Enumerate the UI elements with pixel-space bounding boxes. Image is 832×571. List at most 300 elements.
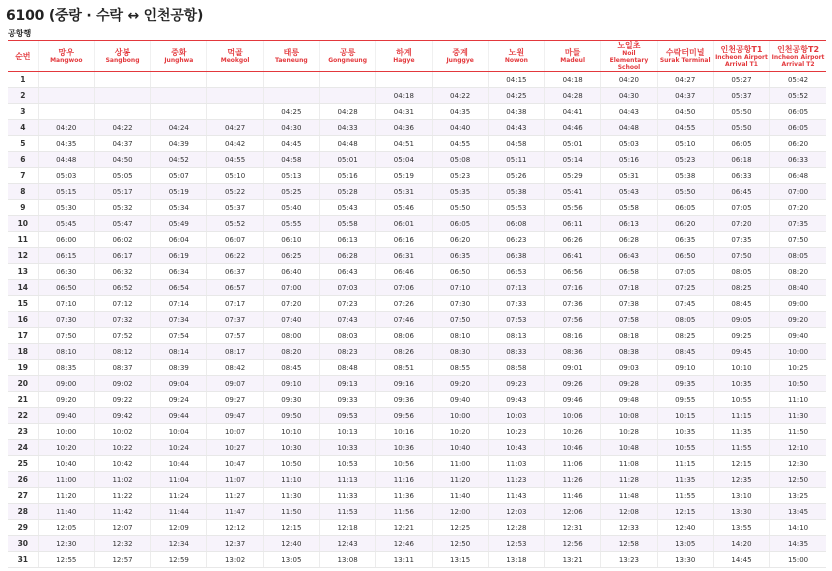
time-cell: 07:20 bbox=[263, 296, 319, 312]
time-cell: 11:10 bbox=[263, 472, 319, 488]
time-cell: 07:53 bbox=[488, 312, 544, 328]
time-cell: 10:02 bbox=[94, 424, 150, 440]
row-index-cell: 28 bbox=[8, 504, 38, 520]
time-cell: 12:12 bbox=[207, 520, 263, 536]
time-cell: 06:52 bbox=[94, 280, 150, 296]
stop-name-korean: 인천공항T2 bbox=[777, 44, 820, 54]
stop-name-korean: 태릉 bbox=[283, 48, 300, 57]
column-header-stop bbox=[207, 41, 263, 72]
time-cell: 06:20 bbox=[432, 232, 488, 248]
time-cell: 10:47 bbox=[207, 456, 263, 472]
time-cell: 05:37 bbox=[713, 88, 769, 104]
time-cell: 11:15 bbox=[657, 456, 713, 472]
column-header-stop bbox=[151, 41, 207, 72]
table-row bbox=[8, 152, 826, 168]
row-index-cell: 22 bbox=[8, 408, 38, 424]
time-cell: 06:01 bbox=[376, 216, 432, 232]
time-cell: 11:50 bbox=[263, 504, 319, 520]
time-cell: 12:50 bbox=[770, 472, 826, 488]
time-cell: 05:19 bbox=[376, 168, 432, 184]
time-cell: 07:25 bbox=[657, 280, 713, 296]
time-cell: 11:08 bbox=[601, 456, 657, 472]
time-cell: 10:10 bbox=[713, 360, 769, 376]
time-cell: 12:09 bbox=[151, 520, 207, 536]
time-cell bbox=[38, 88, 94, 104]
time-cell: 06:05 bbox=[657, 200, 713, 216]
time-cell: 05:28 bbox=[319, 184, 375, 200]
row-index-cell: 6 bbox=[8, 152, 38, 168]
table-row bbox=[8, 296, 826, 312]
time-cell: 05:22 bbox=[207, 184, 263, 200]
time-cell: 06:28 bbox=[601, 232, 657, 248]
time-cell: 10:36 bbox=[376, 440, 432, 456]
stop-name-english: Incheon Airport Arrival T2 bbox=[771, 53, 825, 68]
table-row bbox=[8, 456, 826, 472]
time-cell: 12:15 bbox=[263, 520, 319, 536]
time-cell bbox=[94, 88, 150, 104]
time-cell bbox=[319, 88, 375, 104]
time-cell: 12:32 bbox=[94, 536, 150, 552]
time-cell: 10:22 bbox=[94, 440, 150, 456]
row-index-cell: 15 bbox=[8, 296, 38, 312]
time-cell: 06:25 bbox=[263, 248, 319, 264]
row-index-cell: 30 bbox=[8, 536, 38, 552]
time-cell: 11:42 bbox=[94, 504, 150, 520]
time-cell: 08:05 bbox=[770, 248, 826, 264]
time-cell: 05:38 bbox=[657, 168, 713, 184]
time-cell: 05:43 bbox=[319, 200, 375, 216]
time-cell: 11:40 bbox=[432, 488, 488, 504]
row-index-cell: 19 bbox=[8, 360, 38, 376]
time-cell: 10:03 bbox=[488, 408, 544, 424]
time-cell: 09:16 bbox=[376, 376, 432, 392]
time-cell: 07:18 bbox=[601, 280, 657, 296]
time-cell bbox=[207, 104, 263, 120]
time-cell: 10:25 bbox=[770, 360, 826, 376]
stop-name-english: Hagye bbox=[393, 57, 415, 64]
time-cell: 05:58 bbox=[601, 200, 657, 216]
time-cell: 08:58 bbox=[488, 360, 544, 376]
time-cell: 09:40 bbox=[770, 328, 826, 344]
time-cell: 04:24 bbox=[151, 120, 207, 136]
time-cell: 10:40 bbox=[432, 440, 488, 456]
time-cell: 07:05 bbox=[713, 200, 769, 216]
time-cell: 12:30 bbox=[38, 536, 94, 552]
time-cell: 09:27 bbox=[207, 392, 263, 408]
stop-name-korean: 먹골 bbox=[227, 48, 243, 57]
time-cell: 06:16 bbox=[376, 232, 432, 248]
stop-name-korean: 하계 bbox=[396, 48, 412, 57]
time-cell: 04:36 bbox=[376, 120, 432, 136]
time-cell: 13:30 bbox=[713, 504, 769, 520]
time-cell: 11:30 bbox=[263, 488, 319, 504]
time-cell: 10:55 bbox=[657, 440, 713, 456]
time-cell: 08:12 bbox=[94, 344, 150, 360]
time-cell bbox=[38, 72, 94, 88]
row-index-cell: 31 bbox=[8, 552, 38, 568]
time-cell: 10:50 bbox=[263, 456, 319, 472]
time-cell: 12:30 bbox=[770, 456, 826, 472]
time-cell: 05:37 bbox=[207, 200, 263, 216]
time-cell: 05:13 bbox=[263, 168, 319, 184]
time-cell: 08:35 bbox=[38, 360, 94, 376]
time-cell: 06:05 bbox=[713, 136, 769, 152]
time-cell: 09:55 bbox=[657, 392, 713, 408]
row-index-cell: 2 bbox=[8, 88, 38, 104]
time-cell: 08:55 bbox=[432, 360, 488, 376]
table-row bbox=[8, 88, 826, 104]
row-index-cell: 24 bbox=[8, 440, 38, 456]
time-cell: 05:50 bbox=[657, 184, 713, 200]
time-cell bbox=[151, 104, 207, 120]
time-cell: 12:46 bbox=[376, 536, 432, 552]
time-cell: 08:20 bbox=[263, 344, 319, 360]
time-cell bbox=[38, 104, 94, 120]
time-cell: 07:17 bbox=[207, 296, 263, 312]
table-row bbox=[8, 520, 826, 536]
row-index-cell: 1 bbox=[8, 72, 38, 88]
time-cell: 07:56 bbox=[545, 312, 601, 328]
time-cell: 05:26 bbox=[488, 168, 544, 184]
time-cell: 12:18 bbox=[319, 520, 375, 536]
time-cell: 11:20 bbox=[432, 472, 488, 488]
time-cell: 08:03 bbox=[319, 328, 375, 344]
time-cell: 08:25 bbox=[713, 280, 769, 296]
time-cell: 05:27 bbox=[713, 72, 769, 88]
time-cell: 08:25 bbox=[657, 328, 713, 344]
time-cell: 05:05 bbox=[94, 168, 150, 184]
time-cell: 04:27 bbox=[207, 120, 263, 136]
column-header-stop bbox=[488, 41, 544, 72]
time-cell: 07:34 bbox=[151, 312, 207, 328]
time-cell: 11:15 bbox=[713, 408, 769, 424]
row-index-cell: 3 bbox=[8, 104, 38, 120]
time-cell: 09:22 bbox=[94, 392, 150, 408]
time-cell: 11:03 bbox=[488, 456, 544, 472]
table-row bbox=[8, 408, 826, 424]
row-index-cell: 7 bbox=[8, 168, 38, 184]
time-cell: 09:40 bbox=[432, 392, 488, 408]
time-cell: 10:43 bbox=[488, 440, 544, 456]
direction-label: 공항행 bbox=[8, 29, 32, 38]
time-cell: 10:44 bbox=[151, 456, 207, 472]
time-cell: 12:21 bbox=[376, 520, 432, 536]
stop-name-english: Taeneung bbox=[275, 57, 308, 64]
time-cell: 11:06 bbox=[545, 456, 601, 472]
column-header-stop bbox=[38, 41, 94, 72]
time-cell: 08:45 bbox=[263, 360, 319, 376]
table-row bbox=[8, 120, 826, 136]
time-cell: 10:00 bbox=[432, 408, 488, 424]
time-cell: 05:49 bbox=[151, 216, 207, 232]
time-cell: 11:43 bbox=[488, 488, 544, 504]
row-index-cell: 13 bbox=[8, 264, 38, 280]
time-cell: 13:55 bbox=[713, 520, 769, 536]
time-cell: 07:12 bbox=[94, 296, 150, 312]
time-cell: 07:20 bbox=[713, 216, 769, 232]
time-cell: 04:20 bbox=[601, 72, 657, 88]
time-cell: 04:35 bbox=[432, 104, 488, 120]
timetable-header-row bbox=[8, 41, 826, 72]
time-cell: 06:10 bbox=[263, 232, 319, 248]
time-cell: 05:43 bbox=[601, 184, 657, 200]
row-index-cell: 9 bbox=[8, 200, 38, 216]
time-cell: 09:20 bbox=[38, 392, 94, 408]
time-cell: 10:00 bbox=[38, 424, 94, 440]
time-cell: 04:55 bbox=[432, 136, 488, 152]
time-cell: 04:28 bbox=[319, 104, 375, 120]
time-cell: 09:23 bbox=[488, 376, 544, 392]
time-cell: 06:43 bbox=[319, 264, 375, 280]
time-cell: 07:57 bbox=[207, 328, 263, 344]
time-cell: 07:06 bbox=[376, 280, 432, 296]
stop-name-korean: 공릉 bbox=[339, 48, 356, 57]
table-row bbox=[8, 328, 826, 344]
time-cell: 05:55 bbox=[263, 216, 319, 232]
stop-name-english: Meokgol bbox=[220, 57, 250, 64]
time-cell: 04:48 bbox=[319, 136, 375, 152]
time-cell: 12:07 bbox=[94, 520, 150, 536]
time-cell: 07:38 bbox=[601, 296, 657, 312]
time-cell: 05:52 bbox=[207, 216, 263, 232]
time-cell: 06:22 bbox=[207, 248, 263, 264]
time-cell: 06:57 bbox=[207, 280, 263, 296]
time-cell: 11:24 bbox=[151, 488, 207, 504]
time-cell: 04:22 bbox=[94, 120, 150, 136]
time-cell: 11:07 bbox=[207, 472, 263, 488]
time-cell: 09:44 bbox=[151, 408, 207, 424]
stop-name-korean: 망우 bbox=[58, 48, 74, 57]
time-cell: 08:51 bbox=[376, 360, 432, 376]
table-row bbox=[8, 504, 826, 520]
time-cell: 12:00 bbox=[432, 504, 488, 520]
time-cell: 08:42 bbox=[207, 360, 263, 376]
time-cell: 10:06 bbox=[545, 408, 601, 424]
table-row bbox=[8, 280, 826, 296]
table-row bbox=[8, 312, 826, 328]
column-header-stop bbox=[657, 41, 713, 72]
stop-name-english: Madeul bbox=[560, 57, 586, 64]
time-cell: 07:50 bbox=[770, 232, 826, 248]
table-row bbox=[8, 488, 826, 504]
table-row bbox=[8, 184, 826, 200]
table-row bbox=[8, 440, 826, 456]
time-cell: 05:16 bbox=[319, 168, 375, 184]
time-cell: 09:10 bbox=[263, 376, 319, 392]
time-cell: 07:32 bbox=[94, 312, 150, 328]
time-cell: 08:05 bbox=[657, 312, 713, 328]
time-cell: 11:33 bbox=[319, 488, 375, 504]
time-cell: 09:36 bbox=[376, 392, 432, 408]
time-cell: 11:44 bbox=[151, 504, 207, 520]
time-cell: 09:01 bbox=[545, 360, 601, 376]
time-cell: 05:10 bbox=[207, 168, 263, 184]
time-cell: 09:30 bbox=[263, 392, 319, 408]
time-cell: 09:00 bbox=[38, 376, 94, 392]
time-cell: 11:35 bbox=[657, 472, 713, 488]
time-cell: 10:55 bbox=[713, 392, 769, 408]
time-cell: 05:31 bbox=[376, 184, 432, 200]
time-cell: 05:52 bbox=[770, 88, 826, 104]
time-cell: 15:00 bbox=[770, 552, 826, 568]
stop-name-english: Nowon bbox=[504, 57, 528, 64]
stop-name-english: Noil Elementary School bbox=[609, 50, 649, 71]
time-cell: 06:05 bbox=[432, 216, 488, 232]
time-cell: 06:53 bbox=[488, 264, 544, 280]
time-cell: 09:00 bbox=[770, 296, 826, 312]
stop-name-english: Incheon Airport Arrival T1 bbox=[715, 53, 768, 68]
time-cell: 11:28 bbox=[601, 472, 657, 488]
time-cell: 09:48 bbox=[601, 392, 657, 408]
stop-name-english: Junghwa bbox=[164, 57, 194, 64]
time-cell: 08:10 bbox=[432, 328, 488, 344]
time-cell: 06:56 bbox=[545, 264, 601, 280]
table-row bbox=[8, 200, 826, 216]
time-cell: 04:50 bbox=[657, 104, 713, 120]
time-cell: 04:30 bbox=[263, 120, 319, 136]
time-cell: 07:37 bbox=[207, 312, 263, 328]
time-cell: 05:50 bbox=[713, 120, 769, 136]
time-cell: 09:05 bbox=[713, 312, 769, 328]
time-cell: 11:55 bbox=[713, 440, 769, 456]
time-cell: 11:36 bbox=[376, 488, 432, 504]
time-cell: 13:11 bbox=[376, 552, 432, 568]
time-cell: 07:50 bbox=[432, 312, 488, 328]
time-cell: 08:30 bbox=[432, 344, 488, 360]
time-cell: 10:35 bbox=[713, 376, 769, 392]
time-cell: 07:35 bbox=[770, 216, 826, 232]
row-index-cell: 14 bbox=[8, 280, 38, 296]
time-cell: 04:46 bbox=[545, 120, 601, 136]
time-cell bbox=[432, 72, 488, 88]
time-cell: 08:38 bbox=[601, 344, 657, 360]
row-index-cell: 17 bbox=[8, 328, 38, 344]
table-row bbox=[8, 376, 826, 392]
time-cell: 05:17 bbox=[94, 184, 150, 200]
time-cell: 07:00 bbox=[770, 184, 826, 200]
time-cell: 06:13 bbox=[601, 216, 657, 232]
time-cell: 12:15 bbox=[713, 456, 769, 472]
time-cell: 04:52 bbox=[151, 152, 207, 168]
time-cell: 08:36 bbox=[545, 344, 601, 360]
time-cell: 10:08 bbox=[601, 408, 657, 424]
time-cell bbox=[94, 104, 150, 120]
time-cell: 09:47 bbox=[207, 408, 263, 424]
time-cell: 14:45 bbox=[713, 552, 769, 568]
time-cell: 08:17 bbox=[207, 344, 263, 360]
time-cell: 08:23 bbox=[319, 344, 375, 360]
time-cell: 07:54 bbox=[151, 328, 207, 344]
time-cell: 09:20 bbox=[770, 312, 826, 328]
time-cell: 08:40 bbox=[770, 280, 826, 296]
time-cell: 12:06 bbox=[545, 504, 601, 520]
time-cell: 06:32 bbox=[94, 264, 150, 280]
time-cell: 05:34 bbox=[151, 200, 207, 216]
table-row bbox=[8, 168, 826, 184]
time-cell: 09:04 bbox=[151, 376, 207, 392]
row-index-cell: 5 bbox=[8, 136, 38, 152]
time-cell: 09:40 bbox=[38, 408, 94, 424]
time-cell bbox=[94, 72, 150, 88]
time-cell: 10:56 bbox=[376, 456, 432, 472]
time-cell bbox=[207, 88, 263, 104]
time-cell: 05:58 bbox=[319, 216, 375, 232]
time-cell: 11:30 bbox=[770, 408, 826, 424]
time-cell: 10:42 bbox=[94, 456, 150, 472]
time-cell: 10:15 bbox=[657, 408, 713, 424]
time-cell: 12:57 bbox=[94, 552, 150, 568]
row-index-cell: 16 bbox=[8, 312, 38, 328]
time-cell: 11:04 bbox=[151, 472, 207, 488]
time-cell: 11:20 bbox=[38, 488, 94, 504]
time-cell: 11:55 bbox=[657, 488, 713, 504]
time-cell: 11:53 bbox=[319, 504, 375, 520]
time-cell: 11:13 bbox=[319, 472, 375, 488]
table-row bbox=[8, 360, 826, 376]
stop-name-korean: 노일초 bbox=[617, 41, 641, 50]
time-cell: 06:05 bbox=[770, 120, 826, 136]
time-cell: 09:10 bbox=[657, 360, 713, 376]
time-cell: 09:53 bbox=[319, 408, 375, 424]
time-cell: 10:16 bbox=[376, 424, 432, 440]
time-cell: 05:23 bbox=[657, 152, 713, 168]
stop-name-korean: 중계 bbox=[452, 48, 468, 57]
time-cell: 13:25 bbox=[770, 488, 826, 504]
time-cell: 04:35 bbox=[38, 136, 94, 152]
time-cell: 07:00 bbox=[263, 280, 319, 296]
time-cell: 14:35 bbox=[770, 536, 826, 552]
time-cell: 13:23 bbox=[601, 552, 657, 568]
time-cell: 04:39 bbox=[151, 136, 207, 152]
time-cell: 06:19 bbox=[151, 248, 207, 264]
time-cell: 04:48 bbox=[601, 120, 657, 136]
column-header-stop bbox=[263, 41, 319, 72]
time-cell: 12:35 bbox=[713, 472, 769, 488]
time-cell: 05:32 bbox=[94, 200, 150, 216]
row-index-cell: 10 bbox=[8, 216, 38, 232]
time-cell: 04:55 bbox=[207, 152, 263, 168]
column-header-stop bbox=[770, 41, 826, 72]
column-header-stop bbox=[601, 41, 657, 72]
time-cell: 04:50 bbox=[94, 152, 150, 168]
time-cell: 05:31 bbox=[601, 168, 657, 184]
time-cell: 04:22 bbox=[432, 88, 488, 104]
time-cell: 06:08 bbox=[488, 216, 544, 232]
time-cell: 08:16 bbox=[545, 328, 601, 344]
column-header-stop bbox=[545, 41, 601, 72]
time-cell: 05:11 bbox=[488, 152, 544, 168]
time-cell: 06:02 bbox=[94, 232, 150, 248]
time-cell: 12:40 bbox=[657, 520, 713, 536]
time-cell bbox=[151, 88, 207, 104]
time-cell: 10:28 bbox=[601, 424, 657, 440]
time-cell: 05:16 bbox=[601, 152, 657, 168]
time-cell: 08:33 bbox=[488, 344, 544, 360]
time-cell: 05:45 bbox=[38, 216, 94, 232]
time-cell: 05:41 bbox=[545, 184, 601, 200]
time-cell: 08:14 bbox=[151, 344, 207, 360]
time-cell: 06:41 bbox=[545, 248, 601, 264]
table-row bbox=[8, 216, 826, 232]
stop-name-english: Mangwoo bbox=[50, 57, 83, 64]
time-cell: 13:02 bbox=[207, 552, 263, 568]
time-cell: 06:50 bbox=[432, 264, 488, 280]
row-index-cell: 25 bbox=[8, 456, 38, 472]
time-cell: 12:34 bbox=[151, 536, 207, 552]
time-cell: 06:05 bbox=[770, 104, 826, 120]
time-cell: 04:42 bbox=[207, 136, 263, 152]
time-cell: 10:20 bbox=[38, 440, 94, 456]
